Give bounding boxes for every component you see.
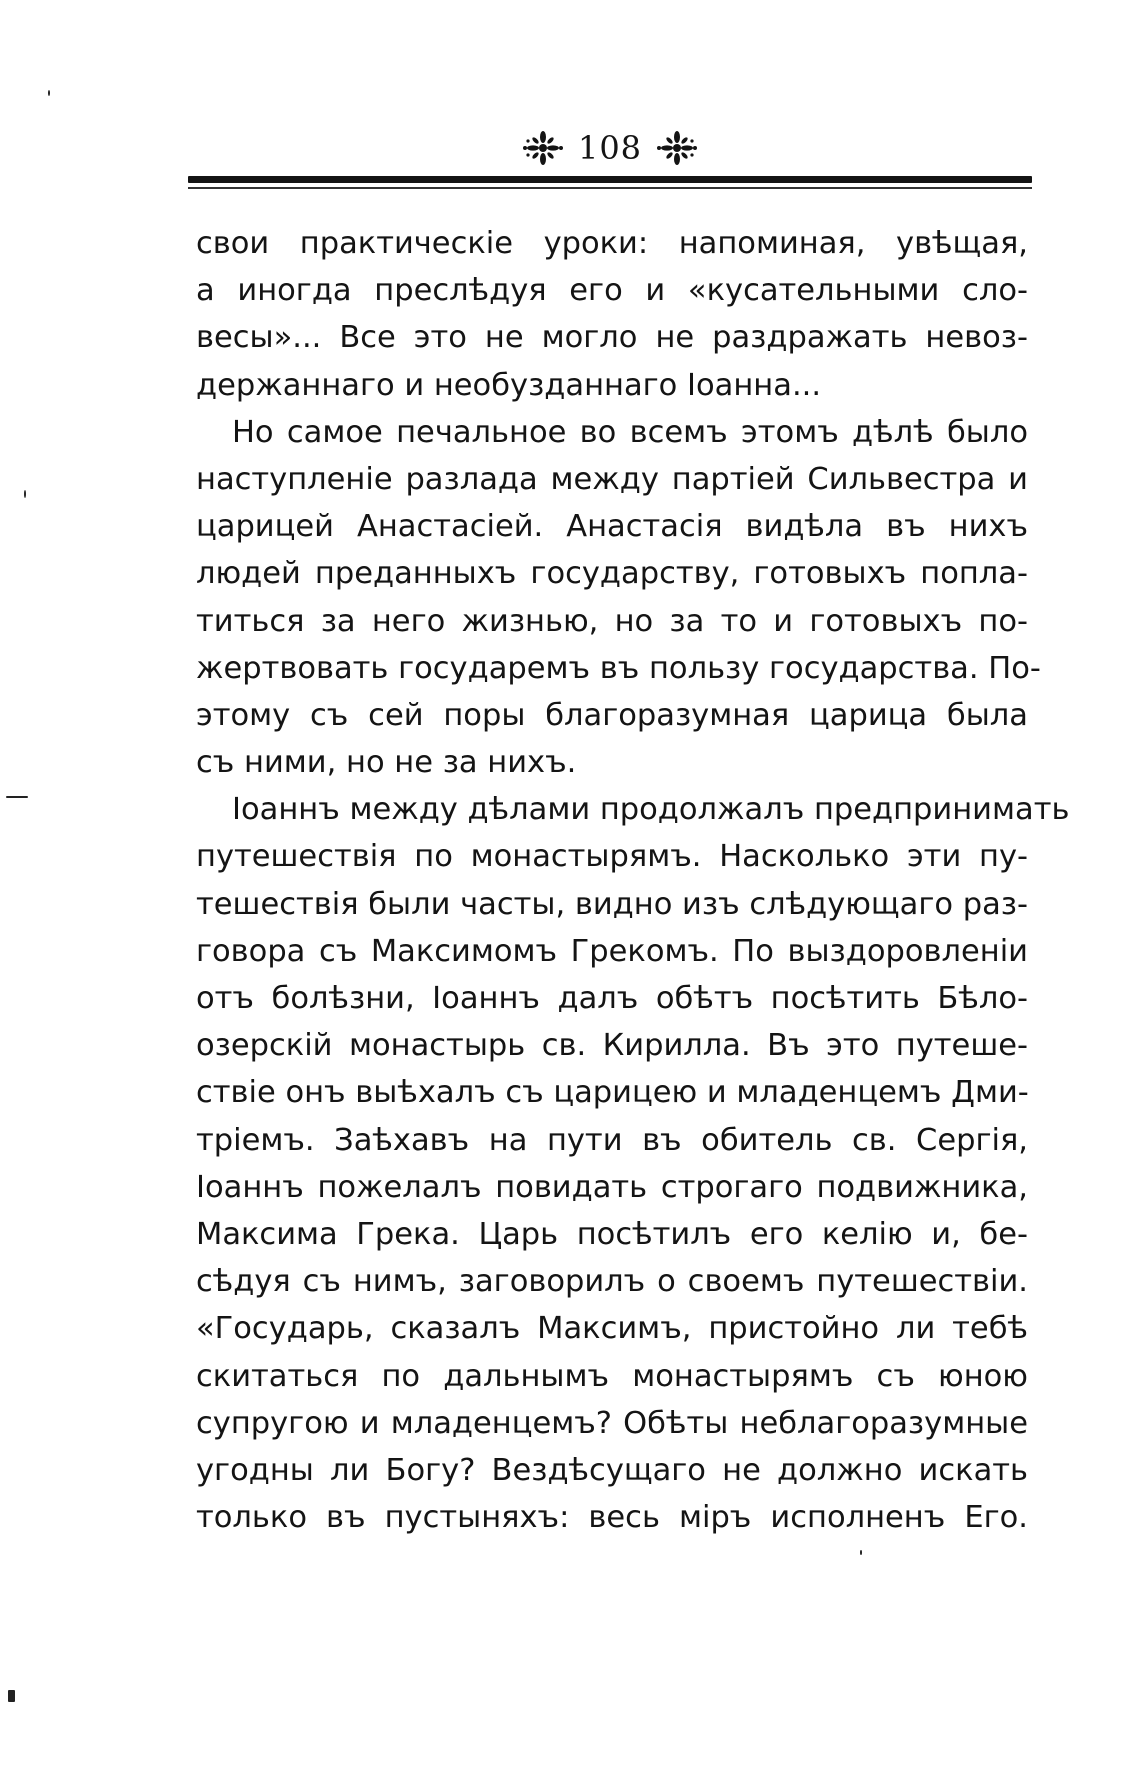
text-line: титься за него жизнью, но за то и готовыхъ по- <box>196 603 1028 639</box>
text-line: весы»... Все это не могло не раздражать невоз- <box>196 320 1028 356</box>
text-line: тешествія были часты, видно изъ слѣдующаго раз- <box>196 886 1028 922</box>
scan-speck <box>6 796 28 798</box>
text-line: царицей Анастасіей. Анастасія видѣла въ нихъ <box>196 509 1028 545</box>
text-line: угодны ли Богу? Вездѣсущаго не должно искать <box>196 1452 1028 1488</box>
text-line: а иногда преслѣдуя его и «кусательными сло- <box>196 273 1028 309</box>
page-number: 108 <box>577 129 643 167</box>
text-line: «Государь, сказалъ Максимъ, пристойно ли тебѣ <box>196 1311 1028 1347</box>
text-line: только въ пустыняхъ: весь міръ исполненъ Его. <box>196 1500 1028 1536</box>
text-line: супругою и младенцемъ? Обѣты неблагоразумные <box>196 1405 1028 1441</box>
header-rule-thin <box>188 187 1032 189</box>
page-header <box>190 128 1030 178</box>
scan-speck <box>8 1690 15 1702</box>
text-line: Іоаннъ пожелалъ повидать строгаго подвижника, <box>196 1169 1028 1205</box>
text-line: путешествія по монастырямъ. Насколько эти пу- <box>196 839 1028 875</box>
text-line: Но самое печальное во всемъ этомъ дѣлѣ было <box>232 414 1028 450</box>
scan-speck <box>48 90 50 96</box>
text-line: отъ болѣзни, Іоаннъ далъ обѣтъ посѣтить Бѣло- <box>196 981 1028 1016</box>
body-text <box>196 220 1070 1541</box>
text-line: людей преданныхъ государству, готовыхъ попла- <box>196 556 1028 592</box>
floral-ornament-icon <box>656 128 698 168</box>
text-line: съ ними, но не за нихъ. <box>196 745 577 781</box>
text-line: этому съ сей поры благоразумная царица была <box>196 697 1028 733</box>
text-line: скитаться по дальнымъ монастырямъ съ юною <box>196 1358 1028 1394</box>
text-line: Іоаннъ между дѣлами продолжалъ предпринимать <box>232 792 1070 828</box>
text-line: Максима Грека. Царь посѣтилъ его келію и, бе- <box>196 1216 1028 1252</box>
scan-speck <box>860 1550 862 1555</box>
text-line: озерскій монастырь св. Кирилла. Въ это путеше- <box>196 1028 1028 1064</box>
text-line: говора съ Максимомъ Грекомъ. По выздоровленіи <box>196 933 1028 969</box>
header-rule-thick <box>188 176 1032 183</box>
text-line: держаннаго и необузданнаго Іоанна... <box>196 367 822 403</box>
scan-speck <box>24 490 26 498</box>
text-line: тріемъ. Заѣхавъ на пути въ обитель св. Сергія, <box>196 1122 1028 1158</box>
text-line: наступленіе разлада между партіей Сильвестра и <box>196 461 1028 497</box>
text-line: ствіе онъ выѣхалъ съ царицею и младенцемъ Дми- <box>196 1075 1029 1111</box>
text-line: жертвовать государемъ въ пользу государства. По- <box>196 650 1041 686</box>
text-line: сѣдуя съ нимъ, заговорилъ о своемъ путешествіи. <box>196 1264 1028 1300</box>
header-inner <box>522 128 698 168</box>
text-line: свои практическіе уроки: напоминая, увѣщая, <box>196 226 1028 261</box>
floral-ornament-icon <box>522 128 564 168</box>
